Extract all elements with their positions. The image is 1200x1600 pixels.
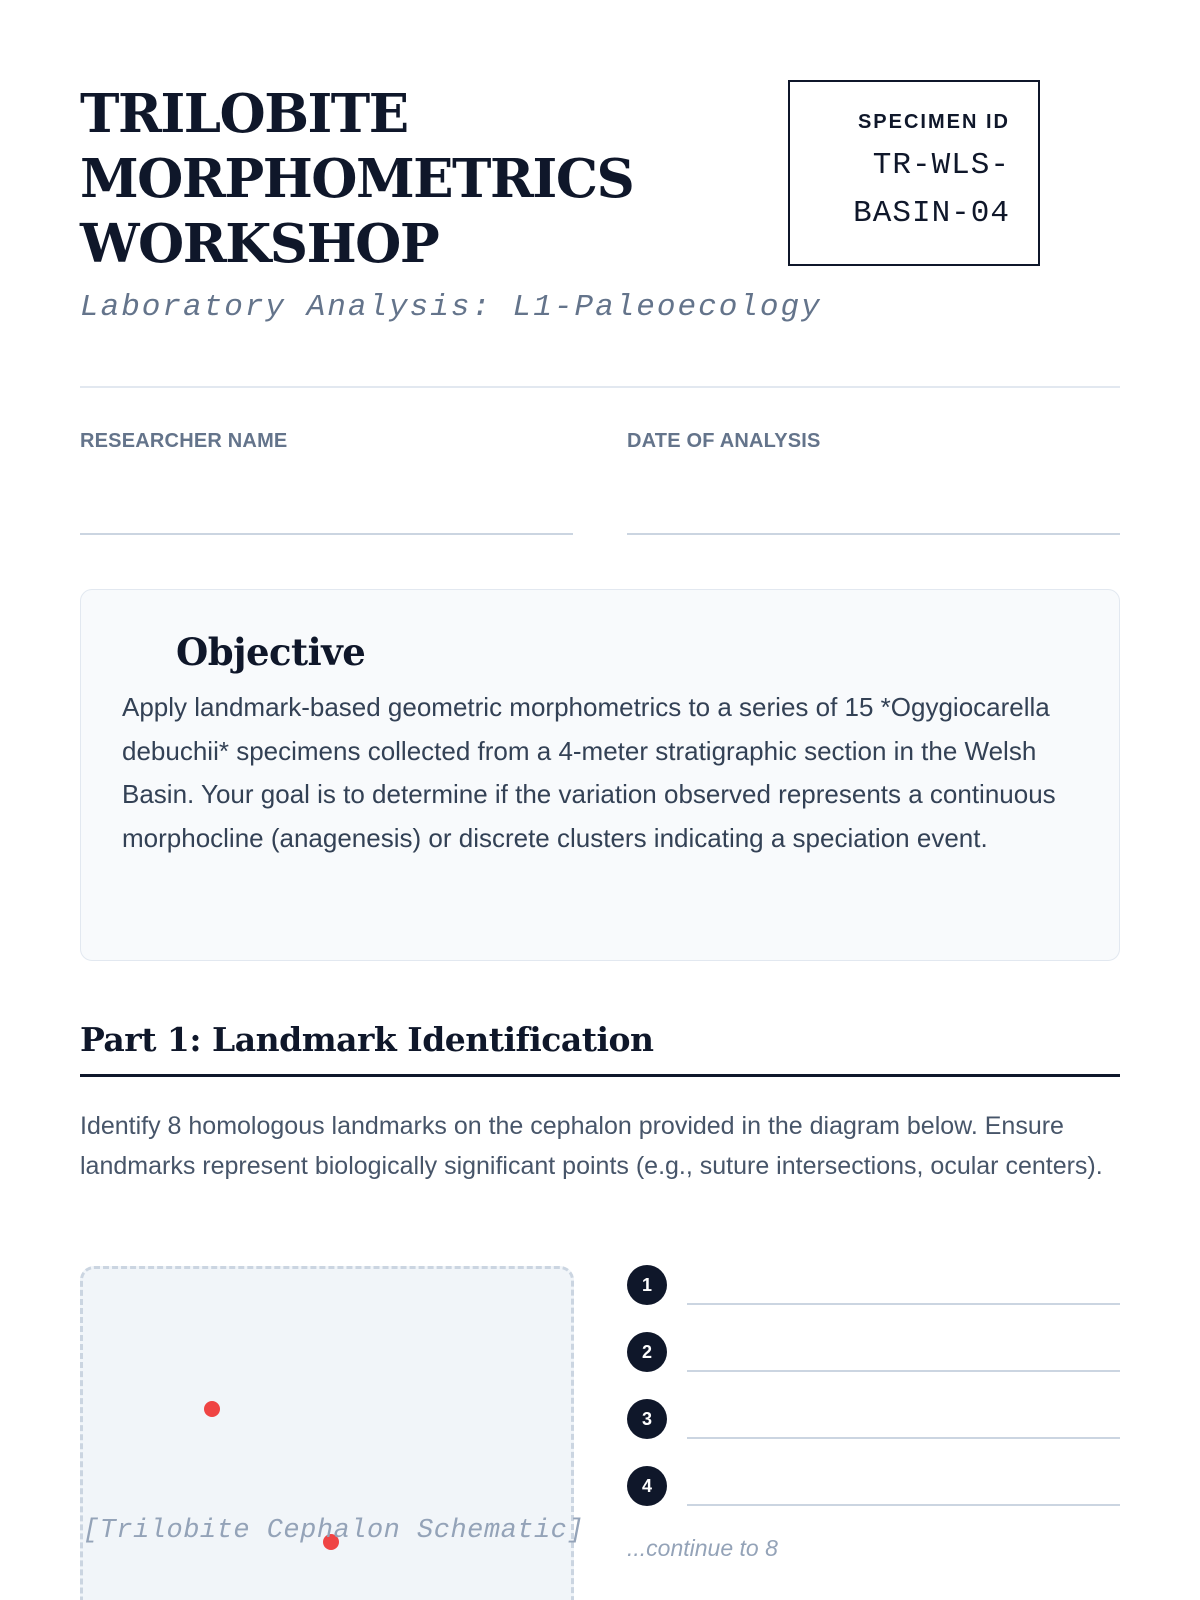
landmark-answer-line[interactable]	[687, 1437, 1120, 1439]
title-line: TRILOBITE	[80, 83, 408, 145]
landmark-marker[interactable]	[204, 1401, 220, 1417]
objective-title: Objective	[176, 630, 366, 674]
landmark-answer-line[interactable]	[687, 1504, 1120, 1506]
specimen-id-box	[788, 80, 1040, 266]
part1-divider	[80, 1074, 1120, 1077]
researcher-name-field[interactable]	[80, 430, 573, 536]
part1-description: Identify 8 homologous landmarks on the cephalon provided in the diagram below. Ensure landmarks represent biologically significant points (e.g., suture intersections, ocular centers).	[80, 1112, 1103, 1180]
landmark-row	[627, 1466, 1120, 1533]
cephalon-diagram[interactable]	[80, 1266, 585, 1600]
landmark-answer-line[interactable]	[687, 1303, 1120, 1305]
landmark-number-badge: 4	[627, 1466, 667, 1506]
landmark-number-badge: 2	[627, 1332, 667, 1372]
objective-panel	[80, 589, 1120, 961]
header-divider	[80, 386, 1120, 388]
objective-body: Apply landmark-based geometric morphometrics to a series of 15 *Ogygiocarella debuchii* specimens collected from a 4-meter stratigraphic section in the Welsh Basin. Your goal is to determine if the variation observed represents a continuous morphocline (anagenesis) or discrete clusters indicating a speciation event.	[122, 692, 1056, 853]
date-of-analysis-label: DATE OF ANALYSIS	[627, 430, 821, 452]
worksheet-subtitle: Laboratory Analysis: L1-Paleoecology	[80, 290, 822, 325]
landmark-list	[627, 1265, 1120, 1533]
researcher-name-line	[80, 533, 573, 535]
landmark-row	[627, 1399, 1120, 1466]
landmark-row	[627, 1265, 1120, 1332]
date-of-analysis-line	[627, 533, 1120, 535]
date-of-analysis-field[interactable]	[627, 430, 1120, 536]
specimen-id-line: BASIN-04	[853, 196, 1010, 231]
worksheet-header	[80, 0, 1120, 380]
landmark-row	[627, 1332, 1120, 1399]
landmark-number-badge: 1	[627, 1265, 667, 1305]
landmark-number-badge: 3	[627, 1399, 667, 1439]
diagram-placeholder-label: [Trilobite Cephalon Schematic]	[83, 1516, 585, 1546]
title-line: WORKSHOP	[80, 213, 439, 275]
researcher-name-label: RESEARCHER NAME	[80, 430, 288, 452]
specimen-id-label: SPECIMEN ID	[857, 111, 1010, 133]
continue-note: ...continue to 8	[627, 1535, 778, 1561]
title-line: MORPHOMETRICS	[80, 148, 634, 210]
landmark-answer-line[interactable]	[687, 1370, 1120, 1372]
researcher-fields	[80, 430, 1120, 538]
specimen-id-value	[790, 142, 1010, 238]
part1-heading: Part 1: Landmark Identification	[80, 1020, 654, 1059]
worksheet-title	[80, 82, 780, 277]
specimen-id-line: TR-WLS-	[872, 148, 1010, 183]
